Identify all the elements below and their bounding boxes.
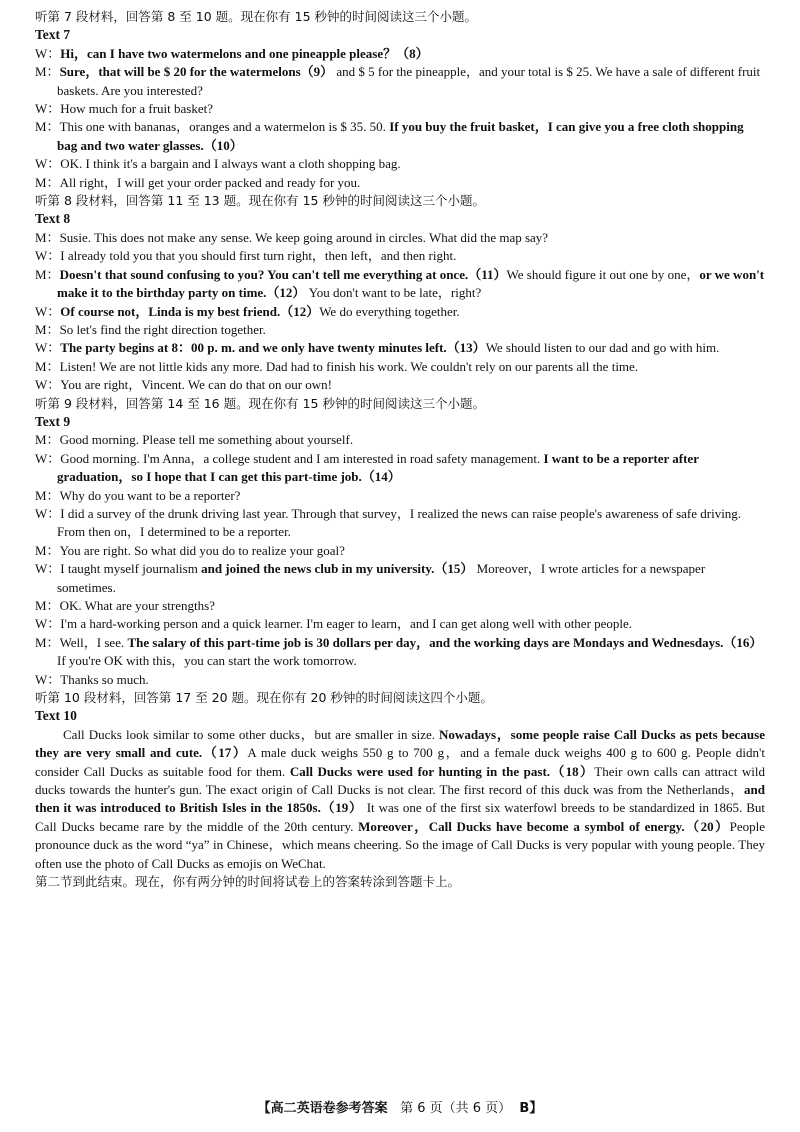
instruction-end: 第二节到此结束。现在，你有两分钟的时间将试卷上的答案转涂到答题卡上。 <box>35 874 461 890</box>
section-title-text8: Text 8 <box>35 211 71 227</box>
instruction-text8: 听第 8 段材料，回答第 11 至 13 题。现在你有 15 秒钟的时间阅读这三个小题。 <box>35 193 485 209</box>
dialogue-line: M：So let's find the right direction together. <box>35 321 266 337</box>
document-page <box>35 8 765 892</box>
section-title-text7: Text 7 <box>35 27 71 43</box>
instruction-text10: 听第 10 段材料，回答第 17 至 20 题。现在你有 20 秒钟的时间阅读这四个小题。 <box>35 690 493 706</box>
dialogue-line: M：Susie. This does not make any sense. We keep going around in circles. What did the map say? <box>35 229 549 245</box>
footer-code: B】 <box>519 1101 543 1116</box>
dialogue-line: M：Good morning. Please tell me something about yourself. <box>35 432 354 448</box>
dialogue-line: M：Listen! We are not little kids any more. Dad had to finish his work. We couldn't rely on our parents all the time. <box>35 358 639 374</box>
dialogue-line: M：You are right. So what did you do to realize your goal? <box>35 542 345 558</box>
dialogue-line: W：I taught myself journalism and joined the news club in my university.（15） Moreover，I wrote articles for a newspaper sometimes. <box>35 561 706 595</box>
instruction-text7: 听第 7 段材料，回答第 8 至 10 题。现在你有 15 秒钟的时间阅读这三个小题。 <box>35 9 478 24</box>
instruction-text9: 听第 9 段材料，回答第 14 至 16 题。现在你有 15 秒钟的时间阅读这三个小题。 <box>35 395 485 411</box>
dialogue-line: M：Sure，that will be $ 20 for the watermelons（9） and $ 5 for the pineapple，and your total is $ 25. We have a sale of different fruit baskets. Are you interested? <box>35 64 761 98</box>
dialogue-line: M：Well，I see. The salary of this part-time job is 30 dollars per day，and the working days are Mondays and Wednesdays.（16） If you're OK with this，you can start the work tomorrow. <box>35 634 763 669</box>
dialogue-line: W：Thanks so much. <box>35 671 149 687</box>
dialogue-line: W：I did a survey of the drunk driving last year. Through that survey，I realized the news can raise people's awareness of safe driving. From then on，I determined to be a reporter. <box>35 505 742 540</box>
footer-title: 【高二英语卷参考答案 <box>257 1101 388 1116</box>
passage-paragraph: Call Ducks look similar to some other ducks，but are smaller in size. Nowadays，some people raise Call Ducks as pets because they are very small and cute.（17）A male duck weighs 550 g to 700 g，and a female duck weighs 400 g to 600 g. People didn't consider Call Ducks as suitable food for them. Call Ducks were used for hunting in the past.（18）Their own calls can attract wild ducks towards the hunter's gun. The exact origin of Call Ducks is not clear. The first record of this duck was from the Netherlands，and then it was introduced to British Isles in the 1850s.（19） It was one of the first six waterfowl breeds to be standardized in 1865. But Call Ducks became rare by the middle of the 20th century. Moreover，Call Ducks have become a symbol of energy.（20）People pronounce duck as the word “ya” in Chinese，which means cheering. So the image of Call Ducks is very popular with young people. They often use the photo of Call Ducks as emojis on WeChat. <box>35 726 766 871</box>
dialogue-line: M：OK. What are your strengths? <box>35 598 215 613</box>
dialogue-line: W：Of course not，Linda is my best friend.（12）We do everything together. <box>35 303 460 319</box>
page-footer <box>0 1097 800 1116</box>
dialogue-line: W：The party begins at 8：00 p. m. and we only have twenty minutes left.（13）We should listen to our dad and go with him. <box>35 340 720 356</box>
dialogue-line: M：All right，I will get your order packed and ready for you. <box>35 174 361 190</box>
dialogue-line: W：Good morning. I'm Anna，a college student and I am interested in road safety management. I want to be a reporter after graduation，so I hope that I can get this part-time job.（14） <box>35 450 699 485</box>
dialogue-line: W：You are right，Vincent. We can do that on our own! <box>35 377 333 393</box>
dialogue-line: W：I already told you that you should first turn right，then left，and then right. <box>35 248 457 264</box>
section-title-text10: Text 10 <box>35 708 77 724</box>
section-title-text9: Text 9 <box>35 413 71 429</box>
dialogue-line: M：Doesn't that sound confusing to you? You can't tell me everything at once.（11）We should figure it out one by one，or we won't make it to the birthday party on time.（12） You don't want to be late，right? <box>35 266 765 301</box>
dialogue-line: W：How much for a fruit basket? <box>35 101 213 117</box>
footer-page-number: 第 6 页（共 6 页） <box>400 1101 512 1116</box>
dialogue-line: W：OK. I think it's a bargain and I always want a cloth shopping bag. <box>35 156 401 172</box>
dialogue-line: W：Hi，can I have two watermelons and one pineapple please？（8） <box>35 45 429 61</box>
dialogue-line: M：Why do you want to be a reporter? <box>35 487 241 503</box>
dialogue-line: M：This one with bananas，oranges and a watermelon is $ 35. 50. If you buy the fruit basket，I can give you a free cloth shopping bag and two water glasses.（10） <box>35 119 744 153</box>
dialogue-line: W：I'm a hard-working person and a quick learner. I'm eager to learn，and I can get along well with other people. <box>35 616 633 632</box>
